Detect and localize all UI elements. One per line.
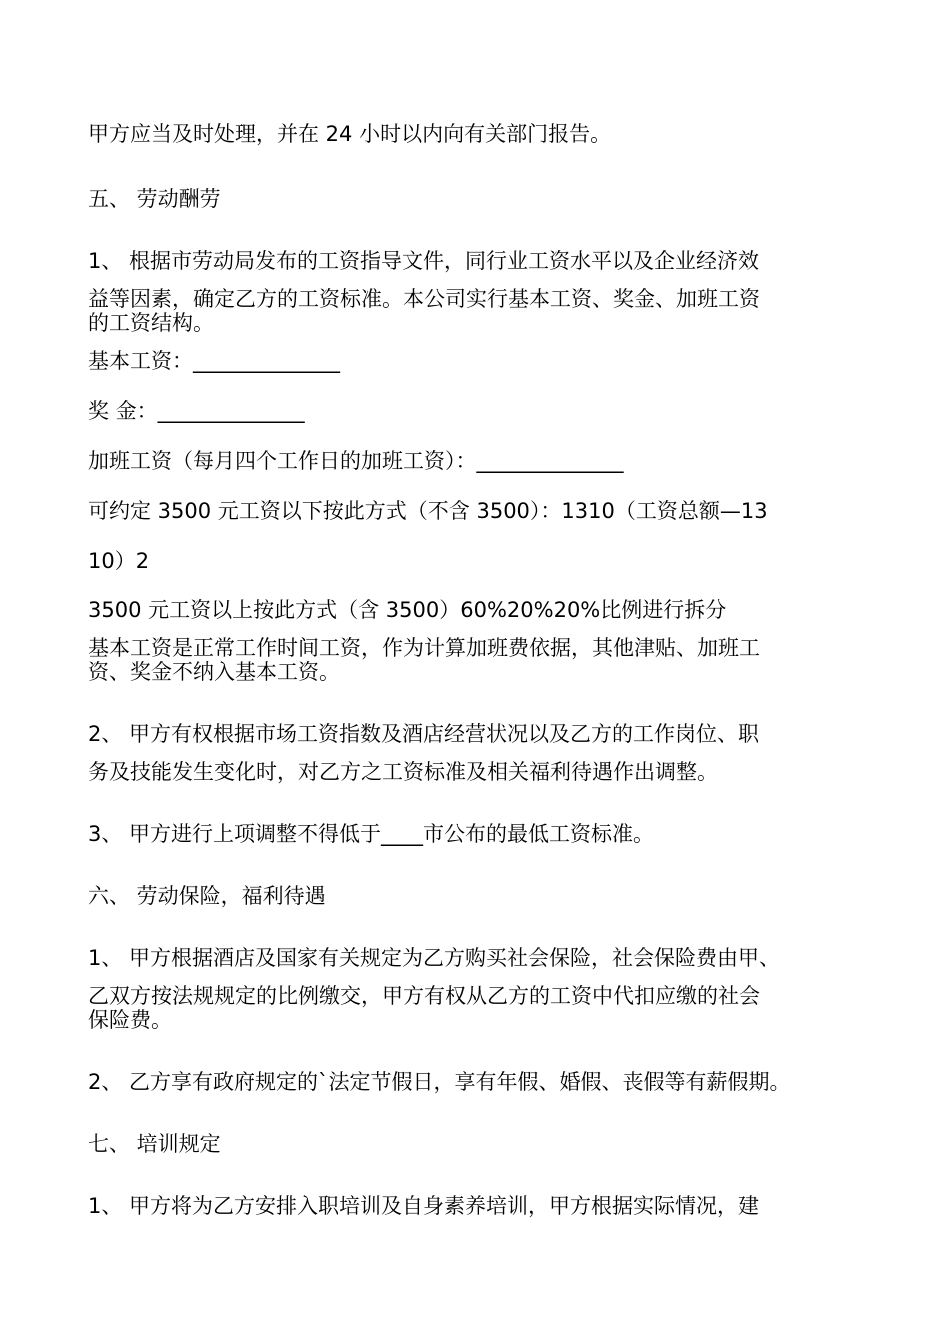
- section-heading: 六、 劳动保险，福利待遇: [88, 884, 326, 908]
- text-line: 可约定 3500 元工资以下按此方式（不含 3500）：1310（工资总额—13: [88, 499, 768, 523]
- text-line: 10）2: [88, 549, 150, 573]
- text-line: 1、 甲方将为乙方安排入职培训及自身素养培训，甲方根据实际情况，建: [88, 1194, 760, 1218]
- text-line: 3、 甲方进行上项调整不得低于____市公布的最低工资标准。: [88, 822, 655, 846]
- form-field-line: 奖 金：______________: [88, 399, 305, 423]
- text-line: 2、 甲方有权根据市场工资指数及酒店经营状况以及乙方的工作岗位、职: [88, 722, 760, 746]
- section-heading: 五、 劳动酬劳: [88, 187, 221, 211]
- text-line: 益等因素，确定乙方的工资标准。本公司实行基本工资、奖金、加班工资: [88, 287, 760, 311]
- text-line: 2、 乙方享有政府规定的`法定节假日，享有年假、婚假、丧假等有薪假期。: [88, 1070, 791, 1094]
- text-line: 甲方应当及时处理，并在 24 小时以内向有关部门报告。: [88, 122, 612, 146]
- text-line: 乙双方按法规规定的比例缴交，甲方有权从乙方的工资中代扣应缴的社会: [88, 984, 760, 1008]
- text-line: 基本工资是正常工作时间工资，作为计算加班费依据，其他津贴、加班工: [88, 636, 760, 660]
- text-line: 的工资结构。: [88, 311, 214, 335]
- form-field-line: 加班工资（每月四个工作日的加班工资）：______________: [88, 449, 624, 473]
- text-line: 资、奖金不纳入基本工资。: [88, 660, 340, 684]
- text-line: 1、 根据市劳动局发布的工资指导文件，同行业工资水平以及企业经济效: [88, 249, 760, 273]
- form-field-line: 基本工资：______________: [88, 349, 340, 373]
- text-line: 1、 甲方根据酒店及国家有关规定为乙方购买社会保险，社会保险费由甲、: [88, 946, 781, 970]
- section-heading: 七、 培训规定: [88, 1132, 221, 1156]
- text-line: 务及技能发生变化时，对乙方之工资标准及相关福利待遇作出调整。: [88, 760, 718, 784]
- text-line: 保险费。: [88, 1008, 172, 1032]
- text-line: 3500 元工资以上按此方式（含 3500）60%20%20%比例进行拆分: [88, 598, 727, 622]
